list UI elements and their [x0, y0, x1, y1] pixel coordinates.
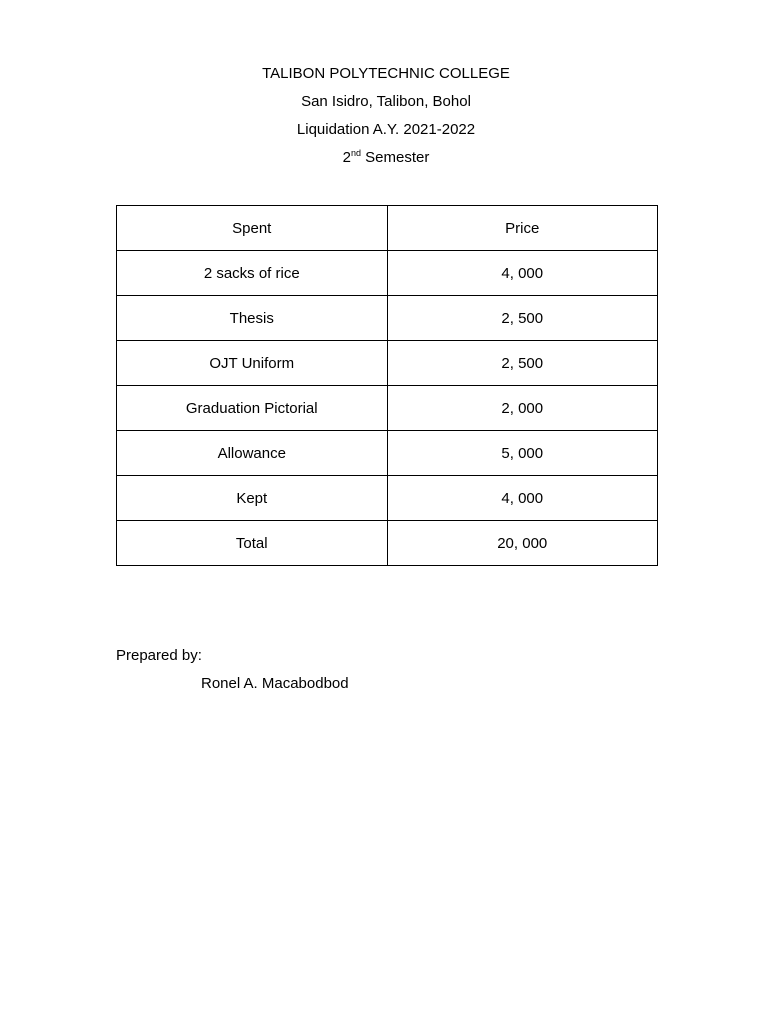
item-cell: Graduation Pictorial: [117, 386, 388, 431]
column-header-spent: Spent: [117, 206, 388, 251]
column-header-price: Price: [387, 206, 658, 251]
institution-address: San Isidro, Talibon, Bohol: [301, 93, 471, 110]
prepared-by-label: Prepared by:: [116, 647, 202, 664]
price-cell: 2, 000: [387, 386, 658, 431]
total-row: [117, 521, 658, 566]
price-cell: 2, 500: [387, 341, 658, 386]
semester-ordinal-suffix: nd: [350, 148, 361, 158]
semester-number: 2: [342, 149, 351, 166]
price-cell: 5, 000: [387, 431, 658, 476]
price-cell: 2, 500: [387, 296, 658, 341]
semester-label: [0, 146, 768, 174]
price-cell: 4, 000: [387, 476, 658, 521]
total-label-cell: Total: [117, 521, 388, 566]
document-title: Liquidation A.Y. 2021-2022: [296, 121, 476, 138]
liquidation-table: [116, 205, 658, 566]
document-header: [0, 62, 768, 174]
item-cell: Thesis: [117, 296, 388, 341]
institution-name: TALIBON POLYTECHNIC COLLEGE: [262, 65, 510, 82]
table-header-row: [117, 206, 658, 251]
table-row: [117, 296, 658, 341]
preparer-name: Ronel A. Macabodbod: [201, 675, 349, 692]
item-cell: OJT Uniform: [117, 341, 388, 386]
table-row: [117, 431, 658, 476]
item-cell: Kept: [117, 476, 388, 521]
table-row: [117, 476, 658, 521]
item-cell: 2 sacks of rice: [117, 251, 388, 296]
semester-word: Semester: [361, 149, 430, 166]
item-cell: Allowance: [117, 431, 388, 476]
table-row: [117, 386, 658, 431]
total-price-cell: 20, 000: [387, 521, 658, 566]
price-cell: 4, 000: [387, 251, 658, 296]
table-row: [117, 251, 658, 296]
table-row: [117, 341, 658, 386]
